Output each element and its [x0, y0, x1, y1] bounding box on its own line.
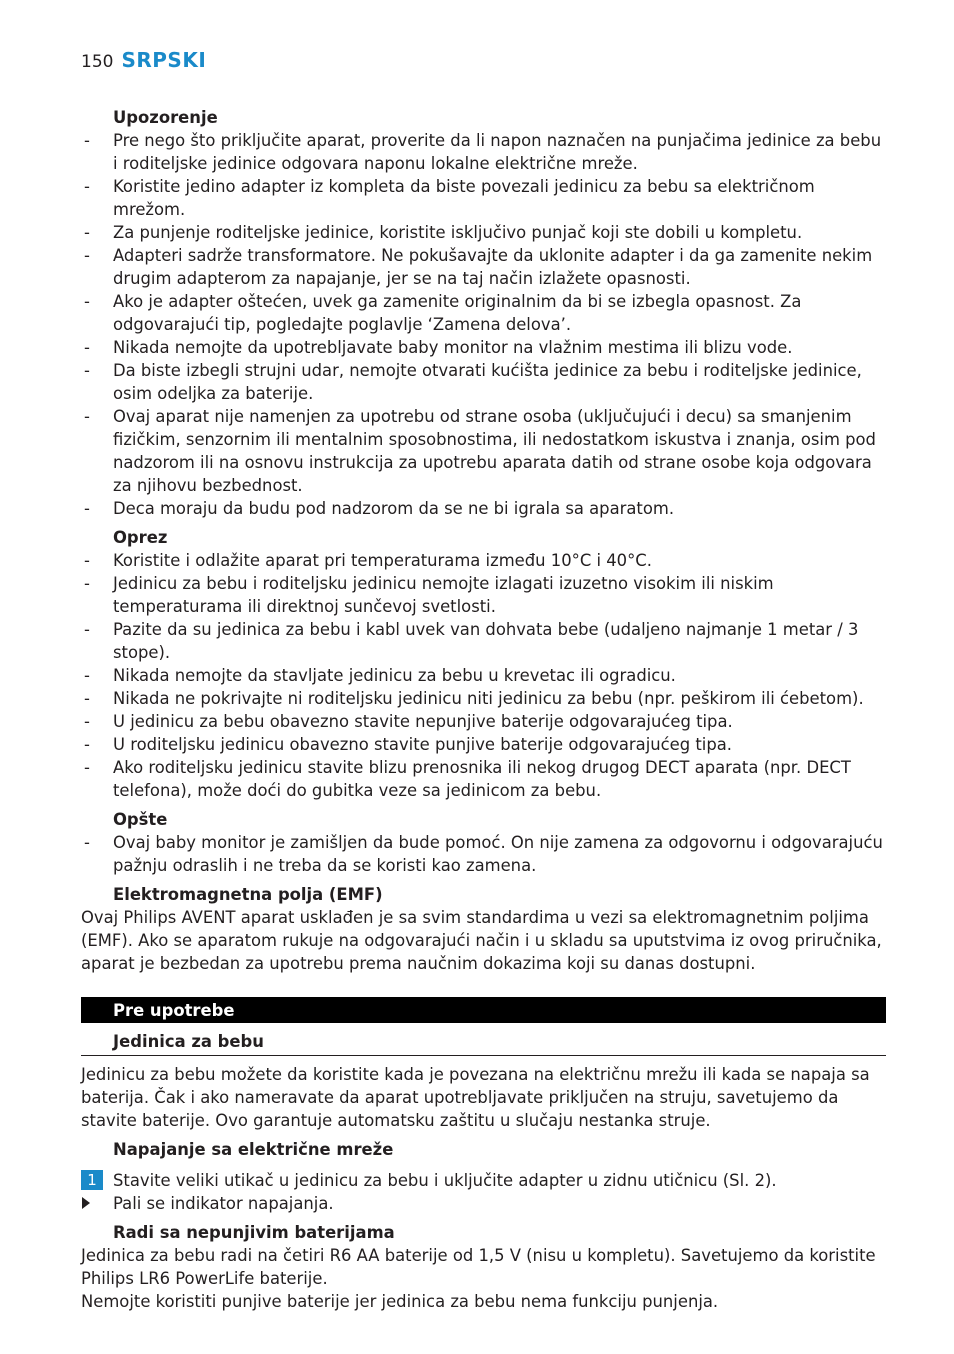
list-item: - Deca moraju da budu pod nadzorom da se ne bi igrala sa aparatom.: [81, 497, 886, 520]
step-result: [81, 1192, 886, 1215]
list-item: - Nikada ne pokrivajte ni roditeljsku jedinicu niti jedinicu za bebu (npr. peškirom ili ćebetom).: [81, 687, 886, 710]
battery-paragraph-2: Nemojte koristiti punjive baterije jer jedinica za bebu nema funkciju punjenja.: [81, 1292, 719, 1311]
step-1: [81, 1169, 886, 1192]
upozorenje-heading: Upozorenje: [113, 108, 218, 127]
step-number-badge: 1: [81, 1170, 103, 1190]
section-title-pre-upotrebe: Pre upotrebe: [81, 997, 886, 1023]
mains-heading: Napajanje sa električne mreže: [113, 1140, 394, 1159]
baby-unit-heading: Jedinica za bebu: [81, 1030, 886, 1056]
list-item: - U roditeljsku jedinicu obavezno stavite punjive baterije odgovarajućeg tipa.: [81, 733, 886, 756]
emf-paragraph: Ovaj Philips AVENT aparat usklađen je sa svim standardima u vezi sa elektromagnetnim poljima (EMF). Ako se aparatom rukuje na odgovarajući način i u skladu sa uputstvima iz ovog priručnika, aparat je bezbedan za upotrebu prema naučnim dokazima koji su danas dostupni.: [81, 908, 882, 973]
upozorenje-list: [81, 129, 886, 520]
battery-paragraph-1: Jedinica za bebu radi na četiri R6 AA baterije od 1,5 V (nisu u kompletu). Savetujemo da koristite Philips LR6 PowerLife baterije.: [81, 1246, 876, 1288]
page-number: 150: [81, 52, 114, 72]
list-item: - Jedinicu za bebu i roditeljsku jedinicu nemojte izlagati izuzetno visokim ili niskim temperaturama ili direktnoj sunčevoj svetlosti.: [81, 572, 886, 618]
list-item: - Nikada nemojte da upotrebljavate baby monitor na vlažnim mestima ili blizu vode.: [81, 336, 886, 359]
oprez-list: [81, 549, 886, 802]
list-item: - U jedinicu za bebu obavezno stavite nepunjive baterije odgovarajućeg tipa.: [81, 710, 886, 733]
opste-list: [81, 831, 886, 877]
list-item: - Pazite da su jedinica za bebu i kabl uvek van dohvata bebe (udaljeno najmanje 1 metar / 3 stope).: [81, 618, 886, 664]
battery-heading: Radi sa nepunjivim baterijama: [113, 1223, 395, 1242]
result-arrow-icon: [82, 1197, 90, 1209]
language-label: SRPSKI: [121, 48, 207, 72]
list-item: - Ako roditeljsku jedinicu stavite blizu prenosnika ili nekog drugog DECT aparata (npr. DECT telefona), može doći do gubitka veze sa jedinicom za bebu.: [81, 756, 886, 802]
list-item: - Pre nego što priključite aparat, proverite da li napon naznačen na punjačima jedinice za bebu i roditeljske jedinice odgovara naponu lokalne električne mreže.: [81, 129, 886, 175]
page-content: [81, 106, 886, 1313]
baby-unit-intro: Jedinicu za bebu možete da koristite kada je povezana na električnu mrežu ili kada se napaja sa baterija. Čak i ako nameravate da aparat upotrebljavate priključen na struju, savetujemo da stavite baterije. Ovo garantuje automatsku zaštitu u slučaju nestanka struje.: [81, 1065, 870, 1130]
list-item: - Nikada nemojte da stavljate jedinicu za bebu u krevetac ili ogradicu.: [81, 664, 886, 687]
list-item: - Koristite i odlažite aparat pri temperaturama između 10°C i 40°C.: [81, 549, 886, 572]
opste-heading: Opšte: [113, 810, 168, 829]
list-item: - Ovaj baby monitor je zamišljen da bude pomoć. On nije zamena za odgovornu i odgovarajuću pažnju odraslih i ne treba da se koristi kao zamena.: [81, 831, 886, 877]
result-text: Pali se indikator napajanja.: [113, 1194, 334, 1213]
step-text: Stavite veliki utikač u jedinicu za bebu i uključite adapter u zidnu utičnicu (Sl. 2).: [113, 1171, 777, 1190]
list-item: - Da biste izbegli strujni udar, nemojte otvarati kućišta jedinice za bebu i roditeljske jedinice, osim odeljka za baterije.: [81, 359, 886, 405]
list-item: - Koristite jedino adapter iz kompleta da biste povezali jedinicu za bebu sa električnom mrežom.: [81, 175, 886, 221]
emf-heading: Elektromagnetna polja (EMF): [113, 885, 383, 904]
list-item: - Ovaj aparat nije namenjen za upotrebu od strane osoba (uključujući i decu) sa smanjenim fizičkim, senzornim ili mentalnim sposobnostima, ili nedostatkom iskustva i znanja, osim pod nadzorom ili na osnovu instrukcija za upotrebu aparata datih od strane osobe koja odgovara za njihovu bezbednost.: [81, 405, 886, 497]
oprez-heading: Oprez: [113, 528, 168, 547]
list-item: - Ako je adapter oštećen, uvek ga zamenite originalnim da bi se izbegla opasnost. Za odgovarajući tip, pogledajte poglavlje ‘Zamena delova’.: [81, 290, 886, 336]
list-item: - Adapteri sadrže transformatore. Ne pokušavajte da uklonite adapter i da ga zamenite nekim drugim adapterom za napajanje, jer se na taj način izlažete opasnosti.: [81, 244, 886, 290]
page-header: [81, 48, 206, 74]
list-item: - Za punjenje roditeljske jedinice, koristite isključivo punjač koji ste dobili u kompletu.: [81, 221, 886, 244]
